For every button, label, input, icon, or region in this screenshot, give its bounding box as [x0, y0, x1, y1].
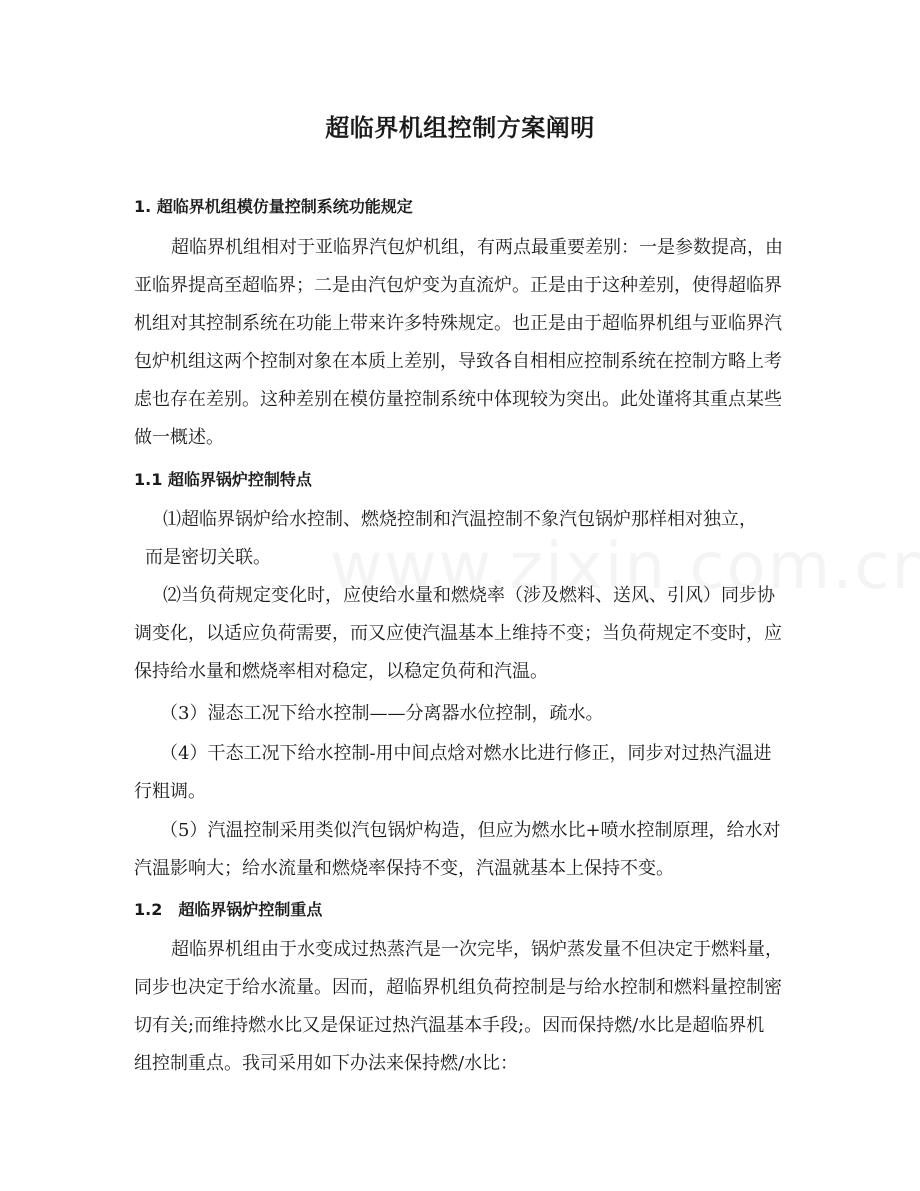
list-item-line: 保持给水量和燃烧率相对稳定，以稳定负荷和汽温。 [134, 661, 548, 682]
document-title: 超临界机组控制方案阐明 [325, 114, 595, 142]
list-item-line: 调变化，以适应负荷需要，而又应使汽温基本上维持不变；当负荷规定不变时，应 [134, 623, 782, 644]
list-item-line: ⑴超临界锅炉给水控制、燃烧控制和汽温控制不象汽包锅炉那样相对独立， [163, 509, 757, 530]
paragraph-line: 虑也存在差别。这种差别在模仿量控制系统中体现较为突出。此处谨将其重点某些 [134, 389, 782, 410]
paragraph-line: 切有关;而维持燃水比又是保证过热汽温基本手段;。因而保持燃/水比是超临界机 [134, 1015, 765, 1036]
list-item-line: ⑵当负荷规定变化时，应使给水量和燃烧率（涉及燃料、送风、引风）同步协 [163, 585, 775, 606]
section-heading-1-2: 1.2 超临界锅炉控制重点 [134, 900, 323, 919]
paragraph-line: 组控制重点。我司采用如下办法来保持燃/水比： [134, 1053, 519, 1074]
paragraph-line: 超临界机组相对于亚临界汽包炉机组，有两点最重要差别：一是参数提高，由 [171, 237, 783, 258]
list-item-line: 而是密切关联。 [145, 547, 271, 568]
paragraph-line: 亚临界提高至超临界；二是由汽包炉变为直流炉。正是由于这种差别，使得超临界 [134, 275, 782, 296]
section-heading-1: 1. 超临界机组模仿量控制系统功能规定 [134, 197, 413, 216]
list-item-line: （4）干态工况下给水控制-用中间点焓对燃水比进行修正，同步对过热汽温进 [160, 743, 772, 764]
paragraph-line: 机组对其控制系统在功能上带来许多特殊规定。也正是由于超临界机组与亚临界汽 [134, 313, 782, 334]
list-item-line: （3）湿态工况下给水控制——分离器水位控制，疏水。 [160, 703, 604, 724]
paragraph-line: 包炉机组这两个控制对象在本质上差别，导致各自相相应控制系统在控制方略上考 [134, 351, 782, 372]
paragraph-line: 做一概述。 [134, 427, 224, 448]
paragraph-line: 超临界机组由于水变成过热蒸汽是一次完毕，锅炉蒸发量不但决定于燃料量， [171, 939, 783, 960]
list-item-line: 行粗调。 [134, 781, 206, 802]
list-item-line: 汽温影响大；给水流量和燃烧率保持不变，汽温就基本上保持不变。 [134, 858, 674, 879]
list-item-line: （5）汽温控制采用类似汽包锅炉构造，但应为燃水比+喷水控制原理，给水对 [160, 820, 781, 841]
paragraph-line: 同步也决定于给水流量。因而，超临界机组负荷控制是与给水控制和燃料量控制密 [134, 977, 782, 998]
section-heading-1-1: 1.1 超临界锅炉控制特点 [134, 470, 312, 489]
